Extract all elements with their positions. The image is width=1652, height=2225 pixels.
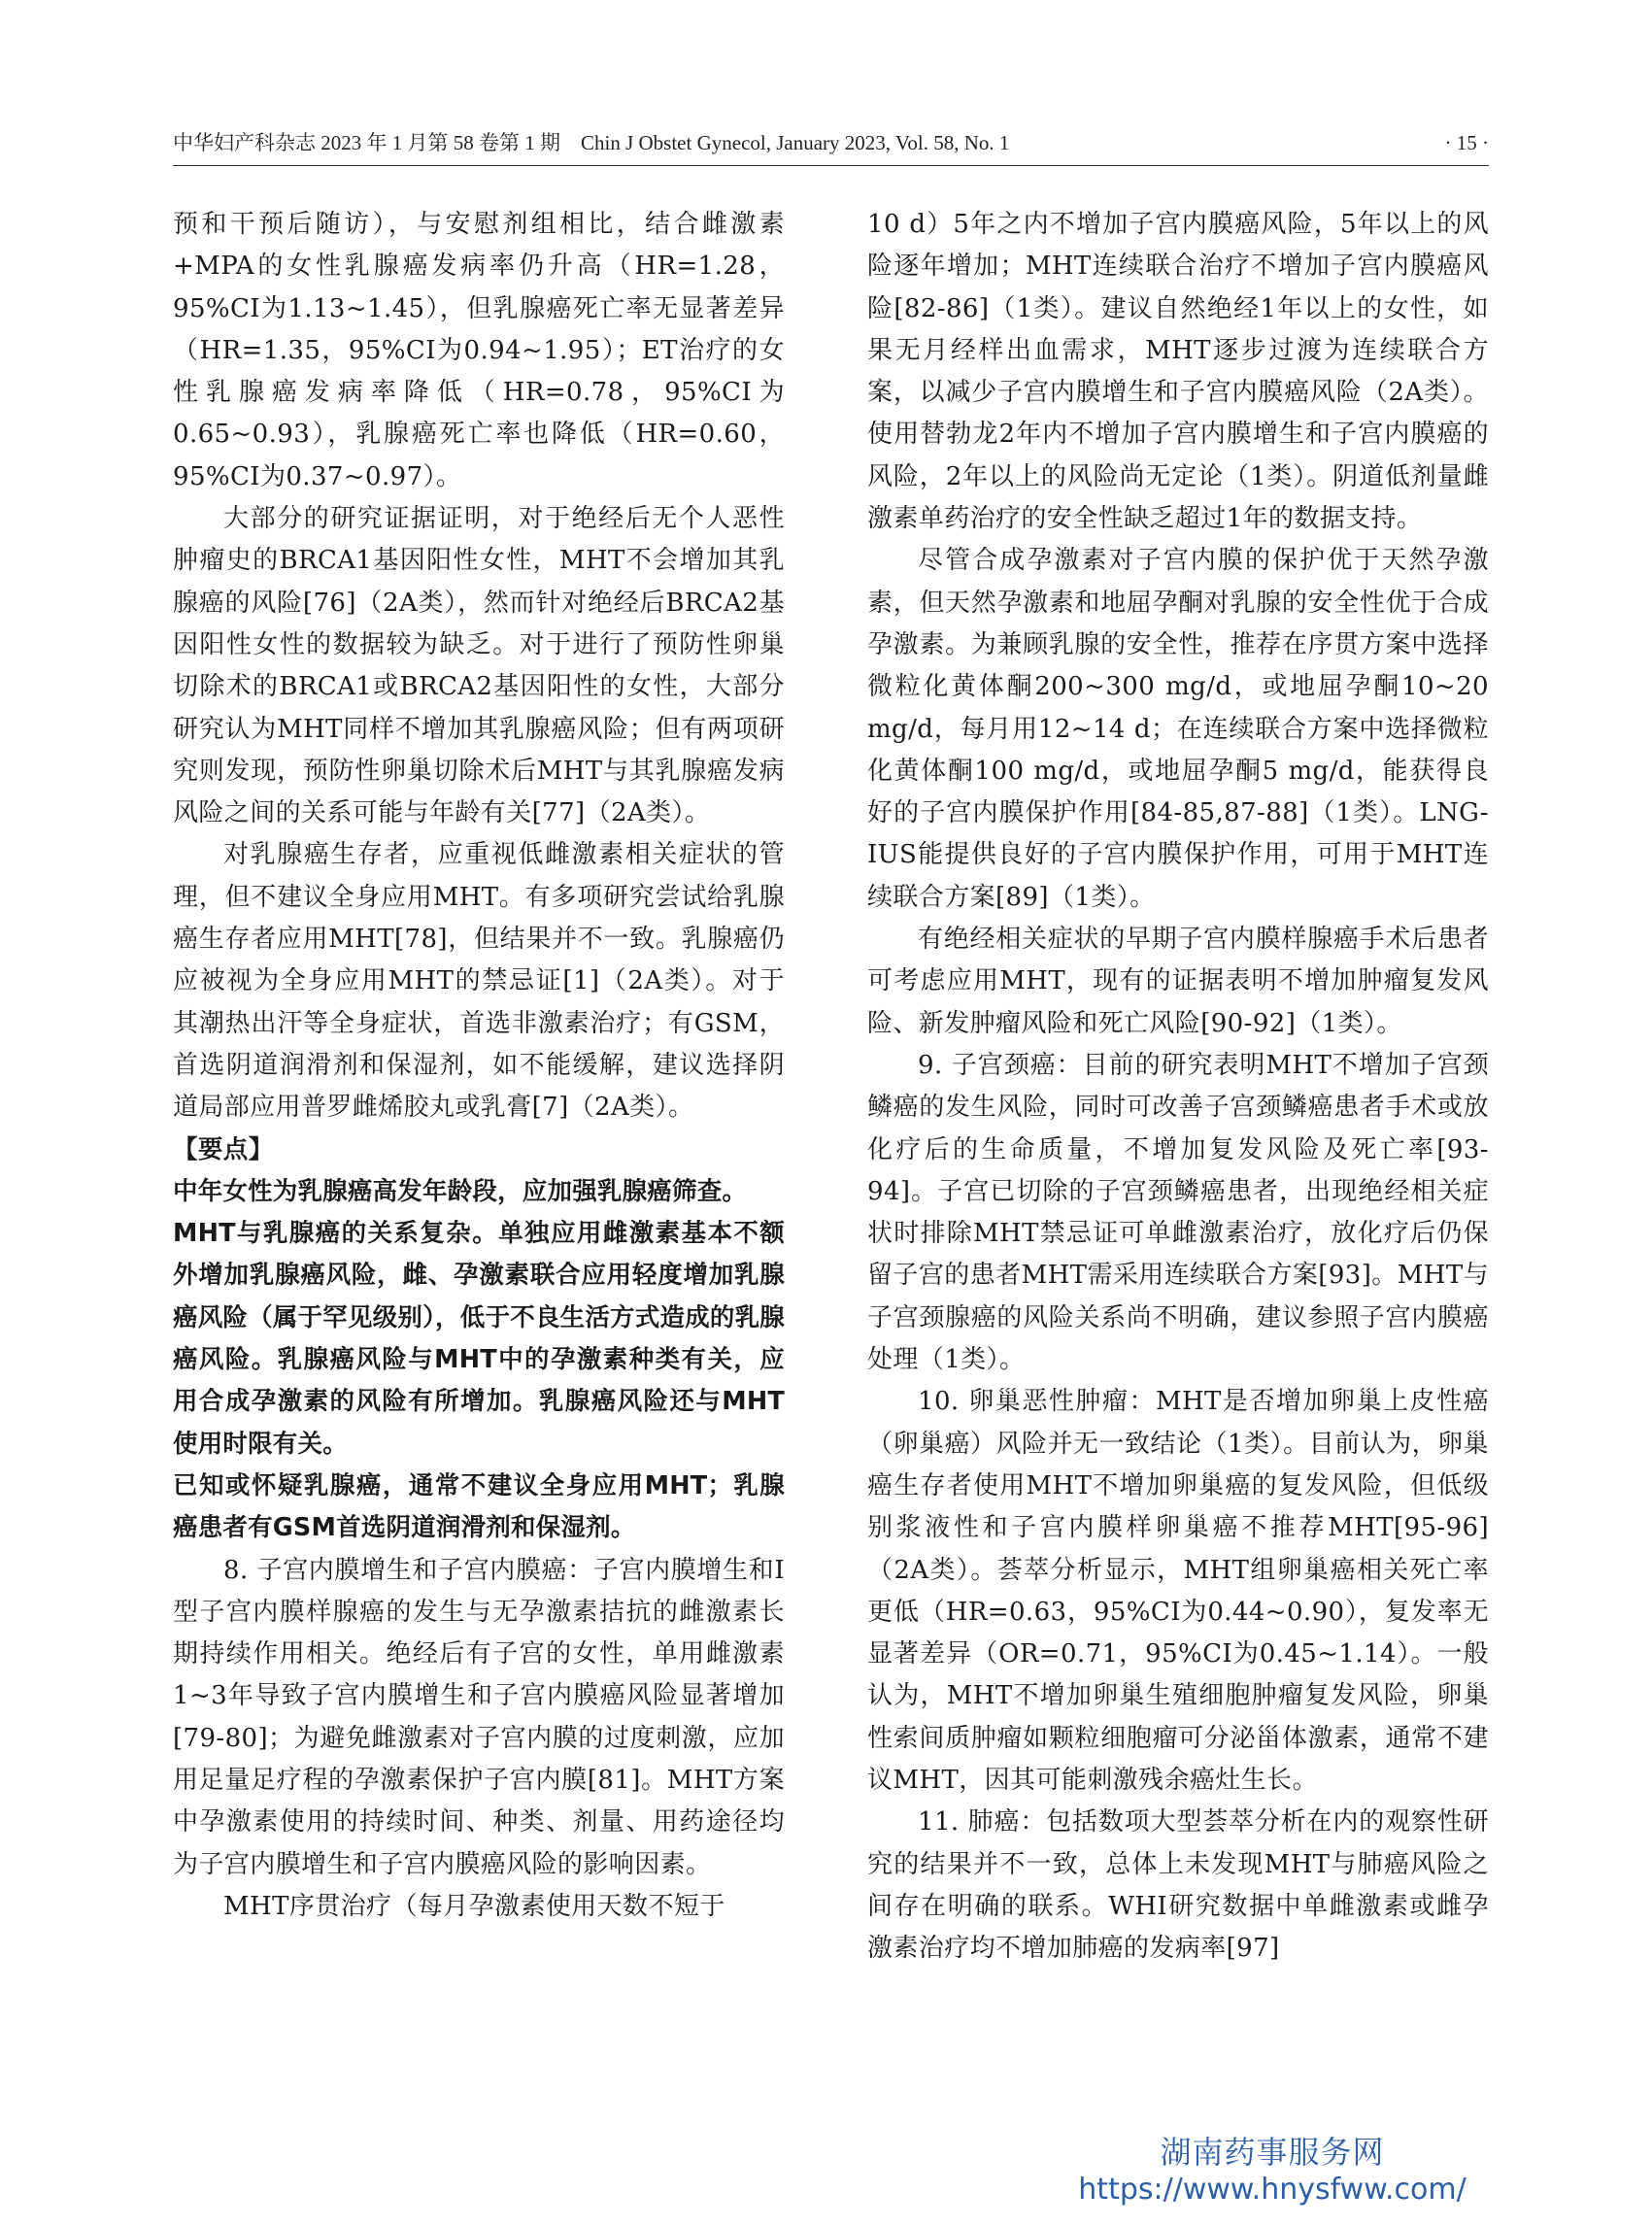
watermark-url[interactable]: https://www.hnysfww.com/ [1078,2173,1467,2207]
key-point: 已知或怀疑乳腺癌，通常不建议全身应用MHT；乳腺癌患者有GSM首选阴道润滑剂和保湿剂。 [173,1470,785,1543]
paragraph: 9. 子宫颈癌：目前的研究表明MHT不增加子宫颈鳞癌的发生风险，同时可改善子宫颈鳞癌患者手术或放化疗后的生命质量，不增加复发风险及死亡率[93-94]。子宫已切除的子宫颈鳞癌患者，出现绝经相关症状时排除MHT禁忌证可单雌激素治疗，放化疗后仍保留子宫的患者MHT需采用连续联合方案[93]。MHT与子宫颈腺癌的风险关系尚不明确，建议参照子宫内膜癌处理（1类）。 [867,1050,1489,1375]
paragraph: 11. 肺癌：包括数项大型荟萃分析在内的观察性研究的结果并不一致，总体上未发现MHT与肺癌风险之间存在明确的联系。WHI研究数据中单雌激素或雌孕激素治疗均不增加肺癌的发病率[97] [867,1807,1489,1964]
journal-citation: 中华妇产科杂志 2023 年 1 月第 58 卷第 1 期 Chin J Obstet Gynecol, January 2023, Vol. 58, No. 1 [173,131,1010,154]
paragraph: 10 d）5年之内不增加子宫内膜癌风险，5年以上的风险逐年增加；MHT连续联合治疗不增加子宫内膜癌风险[82-86]（1类）。建议自然绝经1年以上的女性，如果无月经样出血需求，MHT逐步过渡为连续联合方案，以减少子宫内膜增生和子宫内膜癌风险（2A类）。使用替勃龙2年内不增加子宫内膜增生和子宫内膜癌的风险，2年以上的风险尚无定论（1类）。阴道低剂量雌激素单药治疗的安全性缺乏超过1年的数据支持。 [867,210,1489,534]
page-number: · 15 · [1444,131,1489,154]
key-point: 中年女性为乳腺癌高发年龄段，应加强乳腺癌筛查。 [173,1176,748,1206]
paragraph: 8. 子宫内膜增生和子宫内膜癌：子宫内膜增生和Ⅰ型子宫内膜样腺癌的发生与无孕激素拮抗的雌激素长期持续作用相关。绝经后有子宫的女性，单用雌激素1~3年导致子宫内膜增生和子宫内膜癌风险显著增加[79-80]；为避免雌激素对子宫内膜的过度刺激，应加用足量足疗程的孕激素保护子宫内膜[81]。MHT方案中孕激素使用的持续时间、种类、剂量、用药途径均为子宫内膜增生和子宫内膜癌风险的影响因素。 [173,1555,785,1879]
key-points-heading: 【要点】 [173,1134,274,1164]
paragraph: 有绝经相关症状的早期子宫内膜样腺癌手术后患者可考虑应用MHT，现有的证据表明不增加肿瘤复发风险、新发肿瘤风险和死亡风险[90-92]（1类）。 [867,925,1489,1038]
watermark [1078,2133,1467,2208]
key-point: MHT与乳腺癌的关系复杂。单独应用雌激素基本不额外增加乳腺癌风险，雌、孕激素联合应用轻度增加乳腺癌风险（属于罕见级别），低于不良生活方式造成的乳腺癌风险。乳腺癌风险与MHT中的孕激素种类有关，应用合成孕激素的风险有所增加。乳腺癌风险还与MHT使用时限有关。 [173,1219,785,1459]
paragraph: MHT序贯治疗（每月孕激素使用天数不短于 [223,1891,725,1921]
paragraph: 对乳腺癌生存者，应重视低雌激素相关症状的管理，但不建议全身应用MHT。有多项研究尝试给乳腺癌生存者应用MHT[78]，但结果并不一致。乳腺癌仍应被视为全身应用MHT的禁忌证[1]（2A类）。对于其潮热出汗等全身症状，首选非激素治疗；有GSM，首选阴道润滑剂和保湿剂，如不能缓解，建议选择阴道局部应用普罗雌烯胶丸或乳膏[7]（2A类）。 [173,840,785,1123]
paragraph: 尽管合成孕激素对子宫内膜的保护优于天然孕激素，但天然孕激素和地屈孕酮对乳腺的安全性优于合成孕激素。为兼顾乳腺的安全性，推荐在序贯方案中选择微粒化黄体酮200~300 mg/d，或地屈孕酮10~20 mg/d，每月用12~14 d；在连续联合方案中选择微粒化黄体酮100 mg/d，或地屈孕酮5 mg/d，能获得良好的子宫内膜保护作用[84-85,87-88]（1类）。LNG-IUS能提供良好的子宫内膜保护作用，可用于MHT连续联合方案[89]（1类）。 [867,546,1489,912]
left-column [173,204,785,1928]
header-rule [173,165,1489,166]
right-column [867,204,1489,1970]
watermark-site-name: 湖南药事服务网 [1160,2134,1385,2171]
paragraph: 10. 卵巢恶性肿瘤：MHT是否增加卵巢上皮性癌（卵巢癌）风险并无一致结论（1类）。目前认为，卵巢癌生存者使用MHT不增加卵巢癌的复发风险，但低级别浆液性和子宫内膜样卵巢癌不推荐MHT[95-96]（2A类）。荟萃分析显示，MHT组卵巢癌相关死亡率更低（HR=0.63，95%CI为0.44~0.90），复发率无显著差异（OR=0.71，95%CI为0.45~1.14）。一般认为，MHT不增加卵巢生殖细胞肿瘤复发风险，卵巢性索间质肿瘤如颗粒细胞瘤可分泌甾体激素，通常不建议MHT，因其可能刺激残余癌灶生长。 [867,1387,1489,1795]
paragraph: 预和干预后随访），与安慰剂组相比，结合雌激素+MPA的女性乳腺癌发病率仍升高（HR=1.28，95%CI为1.13~1.45），但乳腺癌死亡率无显著差异（HR=1.35，95%CI为0.94~1.95）；ET治疗的女性乳腺癌发病率降低（HR=0.78，95%CI为0.65~0.93），乳腺癌死亡率也降低（HR=0.60，95%CI为0.37~0.97）。 [173,210,785,491]
paragraph: 大部分的研究证据证明，对于绝经后无个人恶性肿瘤史的BRCA1基因阳性女性，MHT不会增加其乳腺癌的风险[76]（2A类），然而针对绝经后BRCA2基因阳性女性的数据较为缺乏。对于进行了预防性卵巢切除术的BRCA1或BRCA2基因阳性的女性，大部分研究认为MHT同样不增加其乳腺癌风险；但有两项研究则发现，预防性卵巢切除术后MHT与其乳腺癌发病风险之间的关系可能与年龄有关[77]（2A类）。 [173,504,785,828]
